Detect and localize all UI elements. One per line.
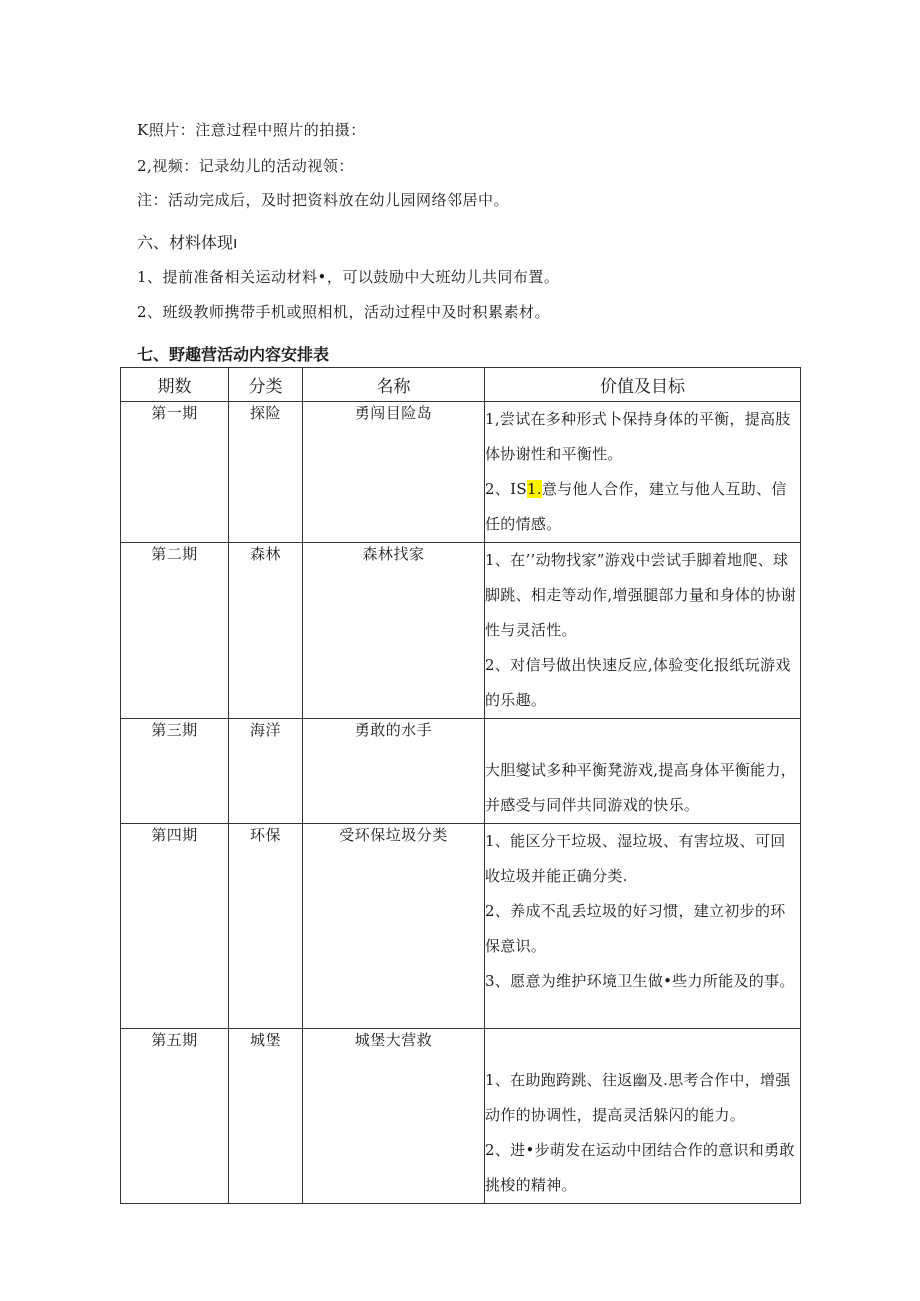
- name-cell: 城堡大营救: [303, 1029, 485, 1204]
- header-period: 期数: [121, 368, 229, 402]
- goals-cell: [485, 824, 801, 1029]
- section6-item-2: 2、班级教师携带手机或照相机，活动过程中及时积累素材。: [137, 303, 551, 321]
- goal-item: 1、能区分干垃圾、湿垃圾、有害垃圾、可回收垃圾并能正确分类.: [485, 832, 786, 885]
- section7-heading: 七、野趣营活动内容安排表: [137, 345, 330, 364]
- goals-cell: [485, 402, 801, 543]
- table-row: [121, 402, 801, 543]
- table-header-row: [121, 368, 801, 402]
- intro-line-note: 注：活动完成后，及时把资料放在幼儿园网络邻居中。: [137, 191, 510, 209]
- goal-item: 2、养成不乱丢垃圾的好习惯，建立初步的环保意识。: [485, 902, 786, 955]
- goal-item-highlighted: 2、IS1.意与他人合作，建立与他人互助、信任的情感。: [485, 480, 787, 533]
- category-cell: 森林: [229, 543, 303, 719]
- period-cell: 第三期: [121, 719, 229, 824]
- goal-item: 大胆燮试多种平衡凳游戏,提高身体平衡能力，并感受与同伴共同游戏的快乐。: [485, 761, 797, 814]
- goal-item: 2、对信号做出快速反应,体验变化报纸玩游戏的乐趣。: [485, 656, 791, 709]
- goals-cell: [485, 719, 801, 824]
- goal-item: 3、愿意为维护环境卫生做•些力所能及的事。: [485, 972, 795, 990]
- table-row: [121, 824, 801, 1029]
- header-goals: 价值及目标: [485, 368, 801, 402]
- intro-line-video: 2,视频：记录幼儿的活动视领：: [137, 157, 354, 175]
- section6-item-1: 1、提前准备相关运动材料•，可以鼓励中大班幼儿共同布置。: [137, 268, 560, 286]
- table-row: [121, 719, 801, 824]
- intro-line-photo: K照片：注意过程中照片的拍摄：: [137, 121, 366, 139]
- goals-cell: [485, 543, 801, 719]
- name-cell: 勇闯目险岛: [303, 402, 485, 543]
- period-cell: 第二期: [121, 543, 229, 719]
- header-category: 分类: [229, 368, 303, 402]
- goal-item: 2、进•步萌发在运动中团结合作的意识和勇敢挑梭的精神。: [485, 1141, 795, 1194]
- goal-item: 1、在助跑跨跳、往返幽及.思考合作中，增强动作的协调性，提高灵活躲闪的能力。: [485, 1071, 791, 1124]
- category-cell: 环保: [229, 824, 303, 1029]
- period-cell: 第四期: [121, 824, 229, 1029]
- activity-schedule-table: [120, 367, 801, 1204]
- section6-heading: 六、材料体现ı: [137, 233, 238, 252]
- category-cell: 探险: [229, 402, 303, 543]
- period-cell: 第五期: [121, 1029, 229, 1204]
- name-cell: 受环保垃圾分类: [303, 824, 485, 1029]
- highlight-mark: 1.: [526, 480, 542, 498]
- name-cell: 森林找家: [303, 543, 485, 719]
- category-cell: 城堡: [229, 1029, 303, 1204]
- goal-item: 1、在’’动物找家”游戏中尝试手脚着地爬、球脚跳、相走等动作,增强腿部力量和身体的协谢性与灵活性。: [485, 551, 797, 639]
- header-name: 名称: [303, 368, 485, 402]
- period-cell: 第一期: [121, 402, 229, 543]
- goals-cell: [485, 1029, 801, 1204]
- goal-item: 1,尝试在多种形式卜保持身体的平衡，提高肢体协谢性和平衡性。: [485, 410, 791, 463]
- category-cell: 海洋: [229, 719, 303, 824]
- table-row: [121, 1029, 801, 1204]
- name-cell: 勇敢的水手: [303, 719, 485, 824]
- table-row: [121, 543, 801, 719]
